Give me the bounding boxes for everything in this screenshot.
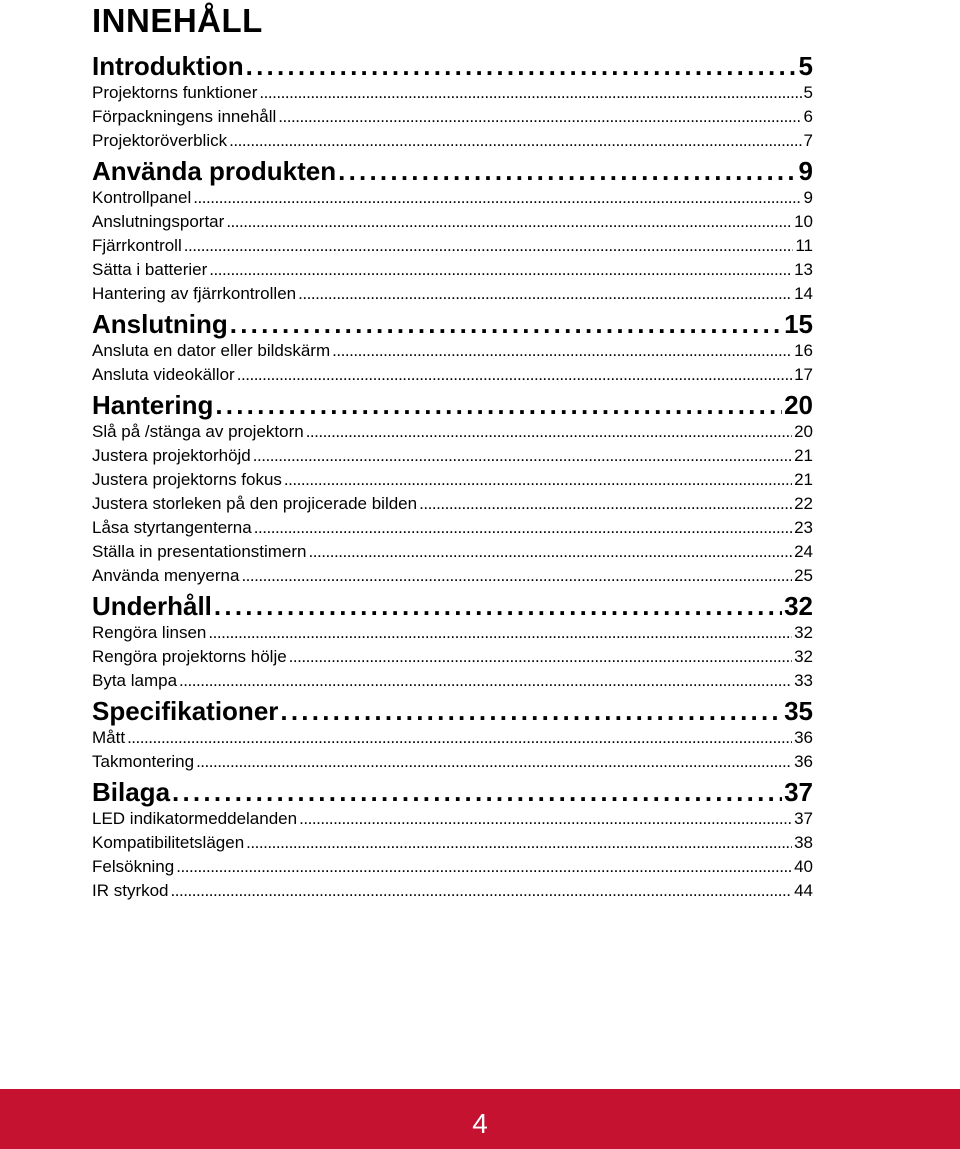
dot-leader (280, 693, 782, 730)
toc-item[interactable] (92, 234, 813, 258)
dot-leader (289, 645, 792, 669)
dot-leader (419, 492, 792, 516)
toc-item-page: 21 (794, 470, 813, 489)
toc-item-label: Justera storleken på den projicerade bilden (92, 494, 418, 513)
toc-section-label: Använda produkten (92, 156, 337, 186)
toc-item-label: Låsa styrtangenterna (92, 518, 252, 537)
toc-item[interactable] (92, 855, 813, 879)
toc-section-label: Anslutning (92, 309, 228, 339)
toc-item-label: Kompatibilitetslägen (92, 833, 245, 852)
toc-item-page: 38 (794, 833, 813, 852)
toc-item[interactable] (92, 105, 813, 129)
toc-section[interactable] (92, 387, 813, 420)
toc-item-label: Rengöra linsen (92, 623, 207, 642)
toc-item-label: Kontrollpanel (92, 188, 192, 207)
toc-item-page: 22 (794, 494, 813, 513)
toc-section-label: Bilaga (92, 777, 171, 807)
toc-item-page: 24 (794, 542, 813, 561)
toc-item-page: 10 (794, 212, 813, 231)
toc-item-page: 40 (794, 857, 813, 876)
toc-item-page: 17 (794, 365, 813, 384)
dot-leader (284, 468, 792, 492)
toc-item[interactable] (92, 516, 813, 540)
footer-bar (0, 1089, 960, 1149)
toc-item[interactable] (92, 468, 813, 492)
toc-item[interactable] (92, 444, 813, 468)
toc-item-page: 21 (794, 446, 813, 465)
toc-item[interactable] (92, 645, 813, 669)
dot-leader (179, 669, 792, 693)
toc-item-page: 7 (803, 131, 813, 150)
dot-leader (172, 774, 782, 811)
dot-leader (215, 387, 782, 424)
toc-item-page: 11 (795, 236, 813, 255)
dot-leader (237, 363, 792, 387)
toc-section[interactable] (92, 48, 813, 81)
toc-item-page: 25 (794, 566, 813, 585)
toc-section-label: Underhåll (92, 591, 212, 621)
toc-item-label: Justera projektorns fokus (92, 470, 282, 489)
toc-item-label: Ansluta videokällor (92, 365, 235, 384)
dot-leader (306, 420, 792, 444)
toc-item[interactable] (92, 258, 813, 282)
toc-section-page: 32 (784, 591, 813, 621)
toc-item[interactable] (92, 540, 813, 564)
toc-item-page: 32 (794, 647, 813, 666)
dot-leader (226, 210, 792, 234)
toc-item-label: Ställa in presentationstimern (92, 542, 307, 561)
toc-item[interactable] (92, 129, 813, 153)
toc-item-label: Förpackningens innehåll (92, 107, 277, 126)
toc-section[interactable] (92, 588, 813, 621)
toc-item[interactable] (92, 81, 813, 105)
toc-item[interactable] (92, 564, 813, 588)
toc-item[interactable] (92, 492, 813, 516)
toc-item-label: Byta lampa (92, 671, 178, 690)
toc-item-page: 16 (794, 341, 813, 360)
dot-leader (241, 564, 792, 588)
toc-item-page: 14 (794, 284, 813, 303)
dot-leader (184, 234, 794, 258)
toc-item-label: Felsökning (92, 857, 175, 876)
toc-item-page: 5 (803, 83, 813, 102)
dot-leader (196, 750, 792, 774)
dot-leader (259, 81, 801, 105)
dot-leader (299, 807, 792, 831)
dot-leader (253, 444, 792, 468)
toc-item-page: 20 (794, 422, 813, 441)
toc-item[interactable] (92, 807, 813, 831)
dot-leader (176, 855, 792, 879)
toc-item-label: Takmontering (92, 752, 195, 771)
toc-item-label: Projektorns funktioner (92, 83, 258, 102)
toc-section-page: 35 (784, 696, 813, 726)
toc-section-label: Hantering (92, 390, 214, 420)
toc-item-page: 9 (803, 188, 813, 207)
toc-item-page: 32 (794, 623, 813, 642)
toc-item[interactable] (92, 750, 813, 774)
toc-item-label: Rengöra projektorns hölje (92, 647, 287, 666)
dot-leader (171, 879, 793, 903)
toc-item-label: Anslutningsportar (92, 212, 225, 231)
toc-item-label: Ansluta en dator eller bildskärm (92, 341, 331, 360)
dot-leader (246, 831, 792, 855)
toc-item-page: 33 (794, 671, 813, 690)
toc-item-label: Använda menyerna (92, 566, 240, 585)
toc-section[interactable] (92, 774, 813, 807)
toc-section-page: 37 (784, 777, 813, 807)
toc-item[interactable] (92, 420, 813, 444)
toc-item-page: 36 (794, 752, 813, 771)
toc-item[interactable] (92, 363, 813, 387)
toc-item-page: 23 (794, 518, 813, 537)
toc-item-label: LED indikatormeddelanden (92, 809, 298, 828)
toc-item-page: 36 (794, 728, 813, 747)
toc-item[interactable] (92, 831, 813, 855)
toc-section[interactable] (92, 306, 813, 339)
toc-item[interactable] (92, 186, 813, 210)
dot-leader (278, 105, 801, 129)
table-of-contents (92, 48, 813, 903)
toc-section-label: Specifikationer (92, 696, 279, 726)
dot-leader (209, 258, 792, 282)
dot-leader (230, 306, 782, 343)
toc-item-page: 37 (794, 809, 813, 828)
toc-item-label: Sätta i batterier (92, 260, 208, 279)
dot-leader (229, 129, 801, 153)
toc-section-page: 15 (784, 309, 813, 339)
dot-leader (127, 726, 792, 750)
dot-leader (298, 282, 792, 306)
toc-item-label: Justera projektorhöjd (92, 446, 251, 465)
toc-item-label: Projektoröverblick (92, 131, 228, 150)
toc-section-page: 5 (798, 51, 813, 81)
toc-item-label: Slå på /stänga av projektorn (92, 422, 304, 441)
toc-section-page: 20 (784, 390, 813, 420)
toc-item[interactable] (92, 210, 813, 234)
toc-section[interactable] (92, 693, 813, 726)
toc-item[interactable] (92, 282, 813, 306)
dot-leader (246, 48, 797, 85)
dot-leader (254, 516, 792, 540)
dot-leader (338, 153, 796, 190)
toc-item-page: 44 (794, 881, 813, 900)
dot-leader (208, 621, 792, 645)
toc-item-label: Hantering av fjärrkontrollen (92, 284, 297, 303)
dot-leader (309, 540, 793, 564)
toc-item[interactable] (92, 339, 813, 363)
dot-leader (214, 588, 782, 625)
toc-item-label: IR styrkod (92, 881, 169, 900)
dot-leader (193, 186, 801, 210)
toc-item[interactable] (92, 621, 813, 645)
toc-item-label: Fjärrkontroll (92, 236, 182, 255)
page-title: INNEHÅLL (92, 2, 263, 39)
page-number: 4 (472, 1108, 488, 1139)
toc-item-page: 13 (794, 260, 813, 279)
toc-section-label: Introduktion (92, 51, 244, 81)
toc-item-page: 6 (803, 107, 813, 126)
toc-section[interactable] (92, 153, 813, 186)
toc-item[interactable] (92, 726, 813, 750)
toc-item-label: Mått (92, 728, 126, 747)
toc-item[interactable] (92, 879, 813, 903)
toc-section-page: 9 (798, 156, 813, 186)
toc-item[interactable] (92, 669, 813, 693)
dot-leader (332, 339, 792, 363)
